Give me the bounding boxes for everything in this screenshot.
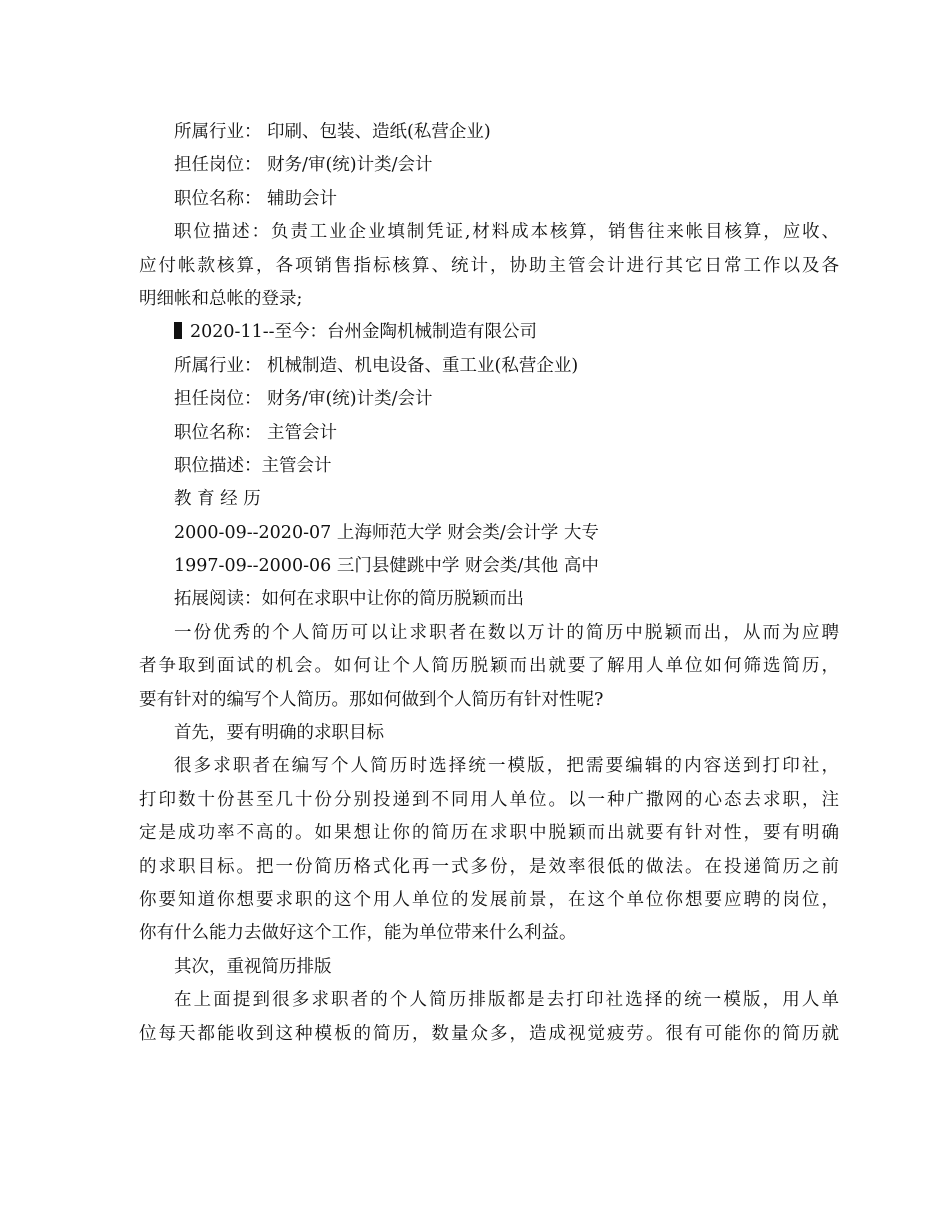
job-description-line: 应付帐款核算，各项销售指标核算、统计，协助主管会计进行其它日常工作以及各 [139, 255, 839, 276]
job-description-line: 明细帐和总帐的登录; [139, 288, 303, 309]
section-heading: 其次，重视简历排版 [174, 956, 332, 977]
education-item: 1997-09--2000-06 三门县健跳中学 财会类/其他 高中 [174, 556, 599, 577]
paragraph-line: 位每天都能收到这种模板的简历，数量众多，造成视觉疲劳。很有可能你的简历就 [139, 1023, 839, 1044]
paragraph-line: 在上面提到很多求职者的个人简历排版都是去打印社选择的统一模版，用人单 [174, 990, 839, 1011]
education-item: 2000-09--2020-07 上海师范大学 财会类/会计学 大专 [174, 522, 599, 543]
paragraph-line: 你要知道你想要求职的这个用人单位的发展前景，在这个单位你想要应聘的岗位， [139, 889, 839, 910]
paragraph-line: 者争取到面试的机会。如何让个人简历脱颖而出就要了解用人单位如何筛选简历， [139, 656, 839, 677]
job-entry-heading [139, 316, 839, 349]
education-heading: 教 育 经 历 [174, 489, 261, 510]
paragraph-line: 你有什么能力去做好这个工作，能为单位带来什么利益。 [139, 923, 577, 944]
bullet-marker-icon [174, 322, 182, 339]
paragraph-line: 打印数十份甚至几十份分别投递到不同用人单位。以一种广撒网的心态去求职，注 [139, 789, 839, 810]
document-body [139, 116, 839, 1051]
field-industry: 所属行业： 印刷、包装、造纸(私营企业) [174, 122, 491, 142]
job-entry-text: 2020-11--至今：台州金陶机械制造有限公司 [190, 322, 538, 343]
paragraph-line: 一份优秀的个人简历可以让求职者在数以万计的简历中脱颖而出，从而为应聘 [174, 622, 839, 643]
paragraph-line: 定是成功率不高的。如果想让你的简历在求职中脱颖而出就要有针对性，要有明确 [139, 823, 839, 844]
field-position: 担任岗位： 财务/审(统)计类/会计 [174, 389, 433, 410]
field-position: 担任岗位： 财务/审(统)计类/会计 [174, 155, 433, 176]
paragraph-line: 要有针对的编写个人简历。那如何做到个人简历有针对性呢? [139, 689, 604, 710]
job-description-line: 职位描述：负责工业企业填制凭证,材料成本核算，销售往来帐目核算，应收、 [174, 222, 839, 243]
paragraph-line: 很多求职者在编写个人简历时选择统一模版，把需要编辑的内容送到打印社， [174, 756, 839, 777]
field-industry: 所属行业： 机械制造、机电设备、重工业(私营企业) [174, 355, 579, 376]
field-job-title: 职位名称： 主管会计 [174, 422, 338, 443]
paragraph-line: 的求职目标。把一份简历格式化再一式多份，是效率很低的做法。在投递简历之前 [139, 856, 839, 877]
field-job-title: 职位名称： 辅助会计 [174, 188, 338, 209]
extended-reading-title: 拓展阅读：如何在求职中让你的简历脱颖而出 [174, 589, 524, 610]
section-heading: 首先，要有明确的求职目标 [174, 723, 384, 744]
field-job-description: 职位描述：主管会计 [174, 455, 332, 476]
